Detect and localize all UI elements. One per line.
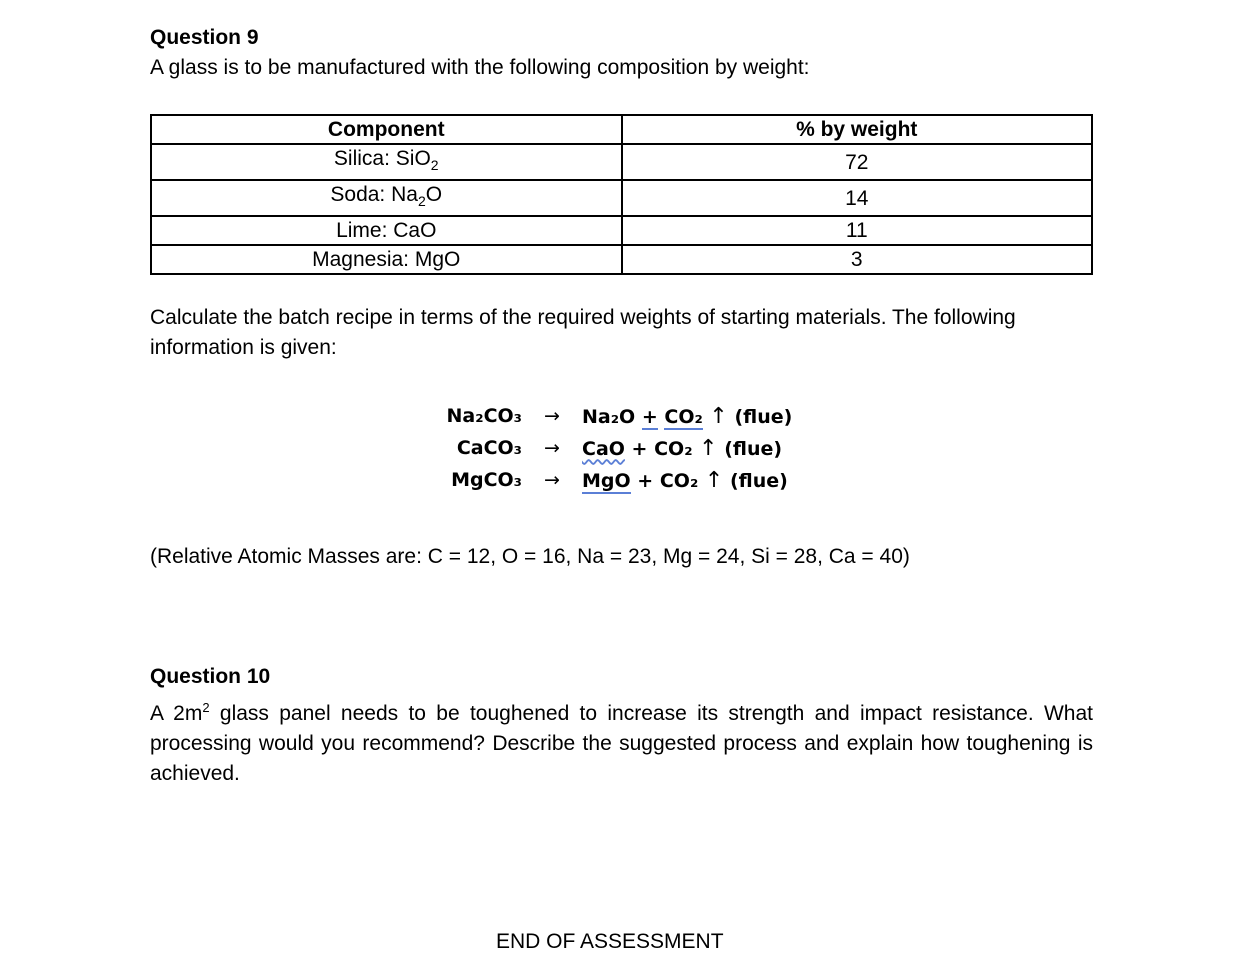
weight-cell: 14 (622, 180, 1093, 216)
oxide: MgO (582, 469, 631, 492)
question-10-title: Question 10 (150, 665, 271, 688)
question-10-text-rest: glass panel needs to be toughened to increase its strength and impact resistance. What processing would you recommend? Describe the suggested process and explain how toughening is achieved. (150, 702, 1093, 785)
equation-row (446, 400, 792, 432)
table-row (151, 144, 1092, 180)
question-10-text (150, 693, 1093, 789)
question-9-title: Question 9 (150, 26, 259, 49)
squared-superscript: 2 (202, 700, 210, 715)
component-cell: Silica: SiO$_2$ (151, 144, 622, 180)
question-10-text-start: A 2m (150, 702, 203, 725)
component-cell: Magnesia: MgO (151, 245, 622, 274)
oxide: CaO (582, 437, 625, 460)
gas: CO₂ (654, 437, 693, 460)
flue-label: (flue) (729, 469, 788, 492)
up-arrow-icon: ↑ (699, 435, 718, 461)
arrow-icon: → (544, 469, 560, 491)
products (582, 404, 792, 429)
reactant: Na₂CO₃ (446, 405, 522, 427)
calculation-instructions: Calculate the batch recipe in terms of the required weights of starting materials. The following information is given: (150, 306, 1016, 359)
arrow-icon: → (544, 405, 560, 427)
products (582, 436, 782, 461)
header-component: Component (151, 115, 622, 144)
end-of-assessment: END OF ASSESSMENT (496, 930, 724, 953)
table-row (151, 180, 1092, 216)
up-arrow-icon: ↑ (704, 467, 724, 493)
reactant: MgCO₃ (451, 469, 522, 491)
component-cell: Soda: $Na_2O$ (151, 180, 622, 216)
equation-row (446, 432, 792, 464)
decomposition-equations (446, 400, 792, 496)
atomic-masses-note: (Relative Atomic Masses are: C = 12, O = 16, Na = 23, Mg = 24, Si = 28, Ca = 40) (150, 545, 910, 568)
oxide: Na₂O (582, 405, 636, 428)
up-arrow-icon: ↑ (709, 403, 728, 429)
component-cell: Lime: CaO (151, 216, 622, 245)
composition-table (150, 114, 1093, 275)
flue-label: (flue) (724, 437, 783, 460)
reactant: CaCO₃ (456, 437, 522, 459)
header-weight: % by weight (622, 115, 1093, 144)
table-row (151, 245, 1092, 274)
table-header-row (151, 115, 1092, 144)
flue-label: (flue) (734, 405, 793, 428)
plus-sign: + (637, 469, 654, 492)
plus-sign: + (641, 405, 658, 428)
weight-cell: 11 (622, 216, 1093, 245)
gas: CO₂ (659, 469, 699, 492)
weight-cell: 3 (622, 245, 1093, 274)
products (582, 468, 788, 493)
equation-row (446, 464, 792, 496)
plus-sign: + (631, 437, 648, 460)
question-9-intro: A glass is to be manufactured with the following composition by weight: (150, 56, 810, 79)
weight-cell: 72 (622, 144, 1093, 180)
table-row (151, 216, 1092, 245)
arrow-icon: → (544, 437, 560, 459)
gas: CO₂ (664, 405, 703, 428)
